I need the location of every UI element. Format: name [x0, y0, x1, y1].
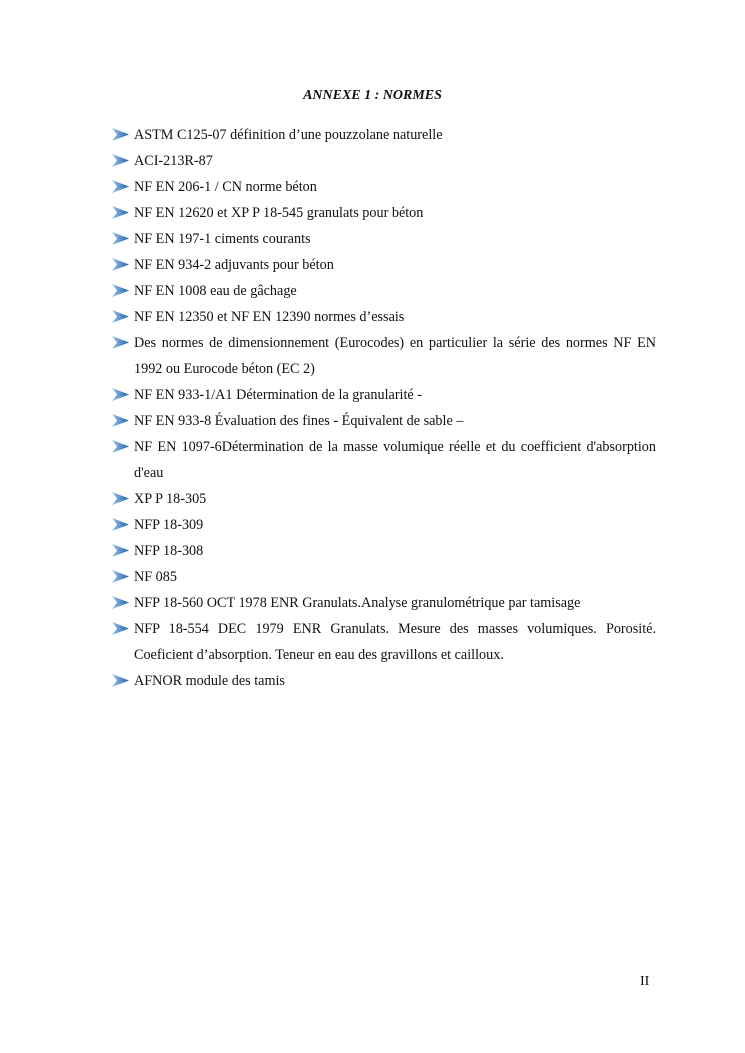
arrow-bullet-icon — [112, 570, 129, 583]
arrow-bullet-icon — [112, 388, 129, 401]
arrow-bullet-icon — [112, 440, 129, 453]
arrow-bullet-icon — [112, 232, 129, 245]
list-item-text: NFP 18-554 DEC 1979 ENR Granulats. Mesure des masses volumiques. Porosité. Coeficient d’absorption. Teneur en eau des gravillons et cailloux. — [134, 621, 656, 663]
list-item-text: NF EN 933-8 Évaluation des fines - Équivalent de sable – — [134, 413, 464, 429]
list-item-text: ASTM C125-07 définition d’une pouzzolane naturelle — [134, 127, 443, 143]
list-item-text: NF 085 — [134, 569, 177, 585]
arrow-bullet-icon — [112, 414, 129, 427]
arrow-bullet-icon — [112, 284, 129, 297]
arrow-bullet-icon — [112, 180, 129, 193]
list-item-text: NFP 18-308 — [134, 543, 204, 559]
list-item — [112, 668, 656, 694]
list-item — [112, 486, 656, 512]
list-item — [112, 174, 656, 200]
list-item-text: NFP 18-309 — [134, 517, 204, 533]
arrow-bullet-icon — [112, 518, 129, 531]
page-number: II — [640, 974, 650, 989]
arrow-bullet-icon — [112, 258, 129, 271]
arrow-bullet-icon — [112, 674, 129, 687]
list-item-text: XP P 18-305 — [134, 491, 207, 507]
list-item — [112, 226, 656, 252]
norms-list — [112, 122, 656, 694]
list-item — [112, 122, 656, 148]
list-item — [112, 408, 656, 434]
list-item-text: Des normes de dimensionnement (Eurocodes) en particulier la série des normes NF EN 1992 ou Eurocode béton (EC 2) — [134, 335, 656, 377]
arrow-bullet-icon — [112, 336, 129, 349]
list-item — [112, 200, 656, 226]
list-item — [112, 590, 656, 616]
arrow-bullet-icon — [112, 622, 129, 635]
list-item — [112, 512, 656, 538]
list-item — [112, 434, 656, 486]
list-item-text: NF EN 206-1 / CN norme béton — [134, 179, 317, 195]
arrow-bullet-icon — [112, 128, 129, 141]
list-item — [112, 382, 656, 408]
list-item-text: NFP 18-560 OCT 1978 ENR Granulats.Analyse granulométrique par tamisage — [134, 595, 581, 611]
list-item-text: NF EN 1008 eau de gâchage — [134, 283, 297, 299]
list-item — [112, 148, 656, 174]
list-item-text: NF EN 933-1/A1 Détermination de la granularité - — [134, 387, 423, 403]
arrow-bullet-icon — [112, 492, 129, 505]
list-item — [112, 564, 656, 590]
list-item-text: NF EN 1097-6Détermination de la masse volumique réelle et du coefficient d'absorption d'eau — [134, 439, 656, 481]
list-item-text: NF EN 197-1 ciments courants — [134, 231, 311, 247]
arrow-bullet-icon — [112, 310, 129, 323]
arrow-bullet-icon — [112, 154, 129, 167]
arrow-bullet-icon — [112, 596, 129, 609]
list-item — [112, 538, 656, 564]
list-item — [112, 330, 656, 382]
list-item — [112, 278, 656, 304]
list-item — [112, 616, 656, 668]
list-item-text: NF EN 12350 et NF EN 12390 normes d’essais — [134, 309, 405, 325]
list-item-text: AFNOR module des tamis — [134, 673, 285, 689]
list-item-text: NF EN 12620 et XP P 18-545 granulats pour béton — [134, 205, 424, 221]
arrow-bullet-icon — [112, 206, 129, 219]
list-item — [112, 304, 656, 330]
arrow-bullet-icon — [112, 544, 129, 557]
list-item-text: ACI-213R-87 — [134, 153, 213, 169]
page-title: ANNEXE 1 : NORMES — [303, 88, 442, 103]
list-item — [112, 252, 656, 278]
list-item-text: NF EN 934-2 adjuvants pour béton — [134, 257, 334, 273]
